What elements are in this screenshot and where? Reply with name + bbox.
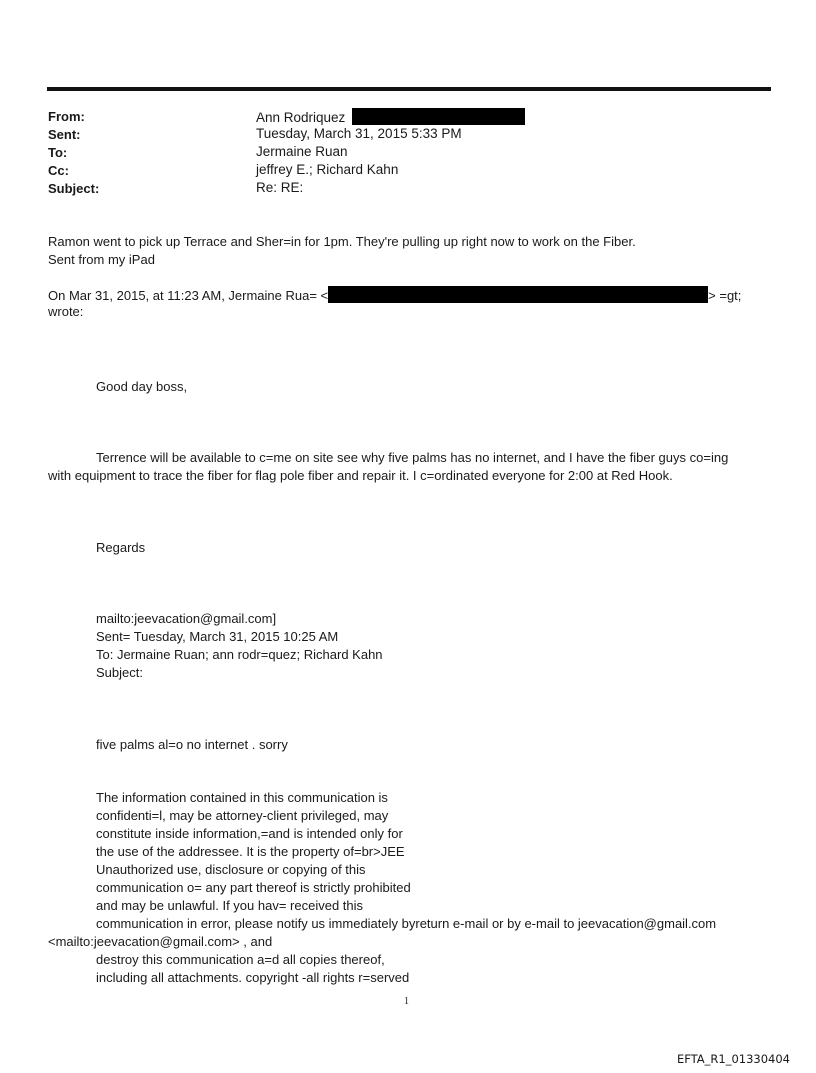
sent-label: Sent:: [48, 127, 81, 142]
disclaimer-line: The information contained in this communication is: [96, 790, 388, 805]
disclaimer-line: Unauthorized use, disclosure or copying of this: [96, 862, 366, 877]
forward-subject: Subject:: [96, 665, 143, 680]
disclaimer-line: communication o= any part thereof is strictly prohibited: [96, 880, 411, 895]
disclaimer-line: communication in error, please notify us immediately byreturn e-mail or by e-mail to jeevacation@gmail.com: [96, 916, 717, 931]
forward-sent: Sent= Tuesday, March 31, 2015 10:25 AM: [96, 629, 339, 644]
cc-label: Cc:: [48, 163, 69, 178]
reply-paragraph-line: Terrence will be available to c=me on site see why five palms has no internet, and I have the fiber guys co=ing: [96, 450, 729, 465]
forward-mailto: mailto:jeevacation@gmail.com]: [96, 611, 277, 626]
quote-intro-start: On Mar 31, 2015, at 11:23 AM, Jermaine Rua= <: [48, 288, 329, 303]
disclaimer-line: including all attachments. copyright -all rights r=served: [96, 970, 410, 985]
sent-value: Tuesday, March 31, 2015 5:33 PM: [256, 126, 462, 141]
reply-paragraph-line: with equipment to trace the fiber for flag pole fiber and repair it. I c=ordinated everyone for 2:00 at Red Hook.: [48, 468, 673, 483]
forward-message: five palms al=o no internet . sorry: [96, 737, 288, 752]
disclaimer-line: constitute inside information,=and is intended only for: [96, 826, 403, 841]
disclaimer-line: confidenti=l, may be attorney-client privileged, may: [96, 808, 389, 823]
header-divider: [47, 87, 771, 91]
from-label: From:: [48, 109, 85, 124]
regards: Regards: [96, 540, 146, 555]
disclaimer-line: <mailto:jeevacation@gmail.com> , and: [48, 934, 273, 949]
body-line: Ramon went to pick up Terrace and Sher=in for 1pm. They're pulling up right now to work on the Fiber.: [48, 234, 636, 249]
body-line: Sent from my iPad: [48, 252, 155, 267]
from-value: [256, 108, 525, 125]
subject-label: Subject:: [48, 181, 100, 196]
document-id: EFTA_R1_01330404: [676, 1052, 790, 1066]
from-name: Ann Rodriquez: [256, 110, 346, 125]
redaction-bar: [328, 286, 708, 303]
disclaimer-line: destroy this communication a=d all copies thereof,: [96, 952, 385, 967]
to-label: To:: [48, 145, 68, 160]
quote-wrote: wrote:: [48, 304, 84, 319]
to-value: Jermaine Ruan: [256, 144, 348, 159]
greeting: Good day boss,: [96, 379, 188, 394]
forward-to: To: Jermaine Ruan; ann rodr=quez; Richard Kahn: [96, 647, 383, 662]
disclaimer-line: the use of the addressee. It is the property of=br>JEE: [96, 844, 405, 859]
quote-intro: [48, 286, 741, 303]
quote-intro-end: > =gt;: [708, 288, 742, 303]
page-number: 1: [404, 996, 409, 1007]
cc-value: jeffrey E.; Richard Kahn: [256, 162, 399, 177]
subject-value: Re: RE:: [256, 180, 304, 195]
redaction-bar: [352, 108, 525, 125]
disclaimer-line: and may be unlawful. If you hav= received this: [96, 898, 364, 913]
